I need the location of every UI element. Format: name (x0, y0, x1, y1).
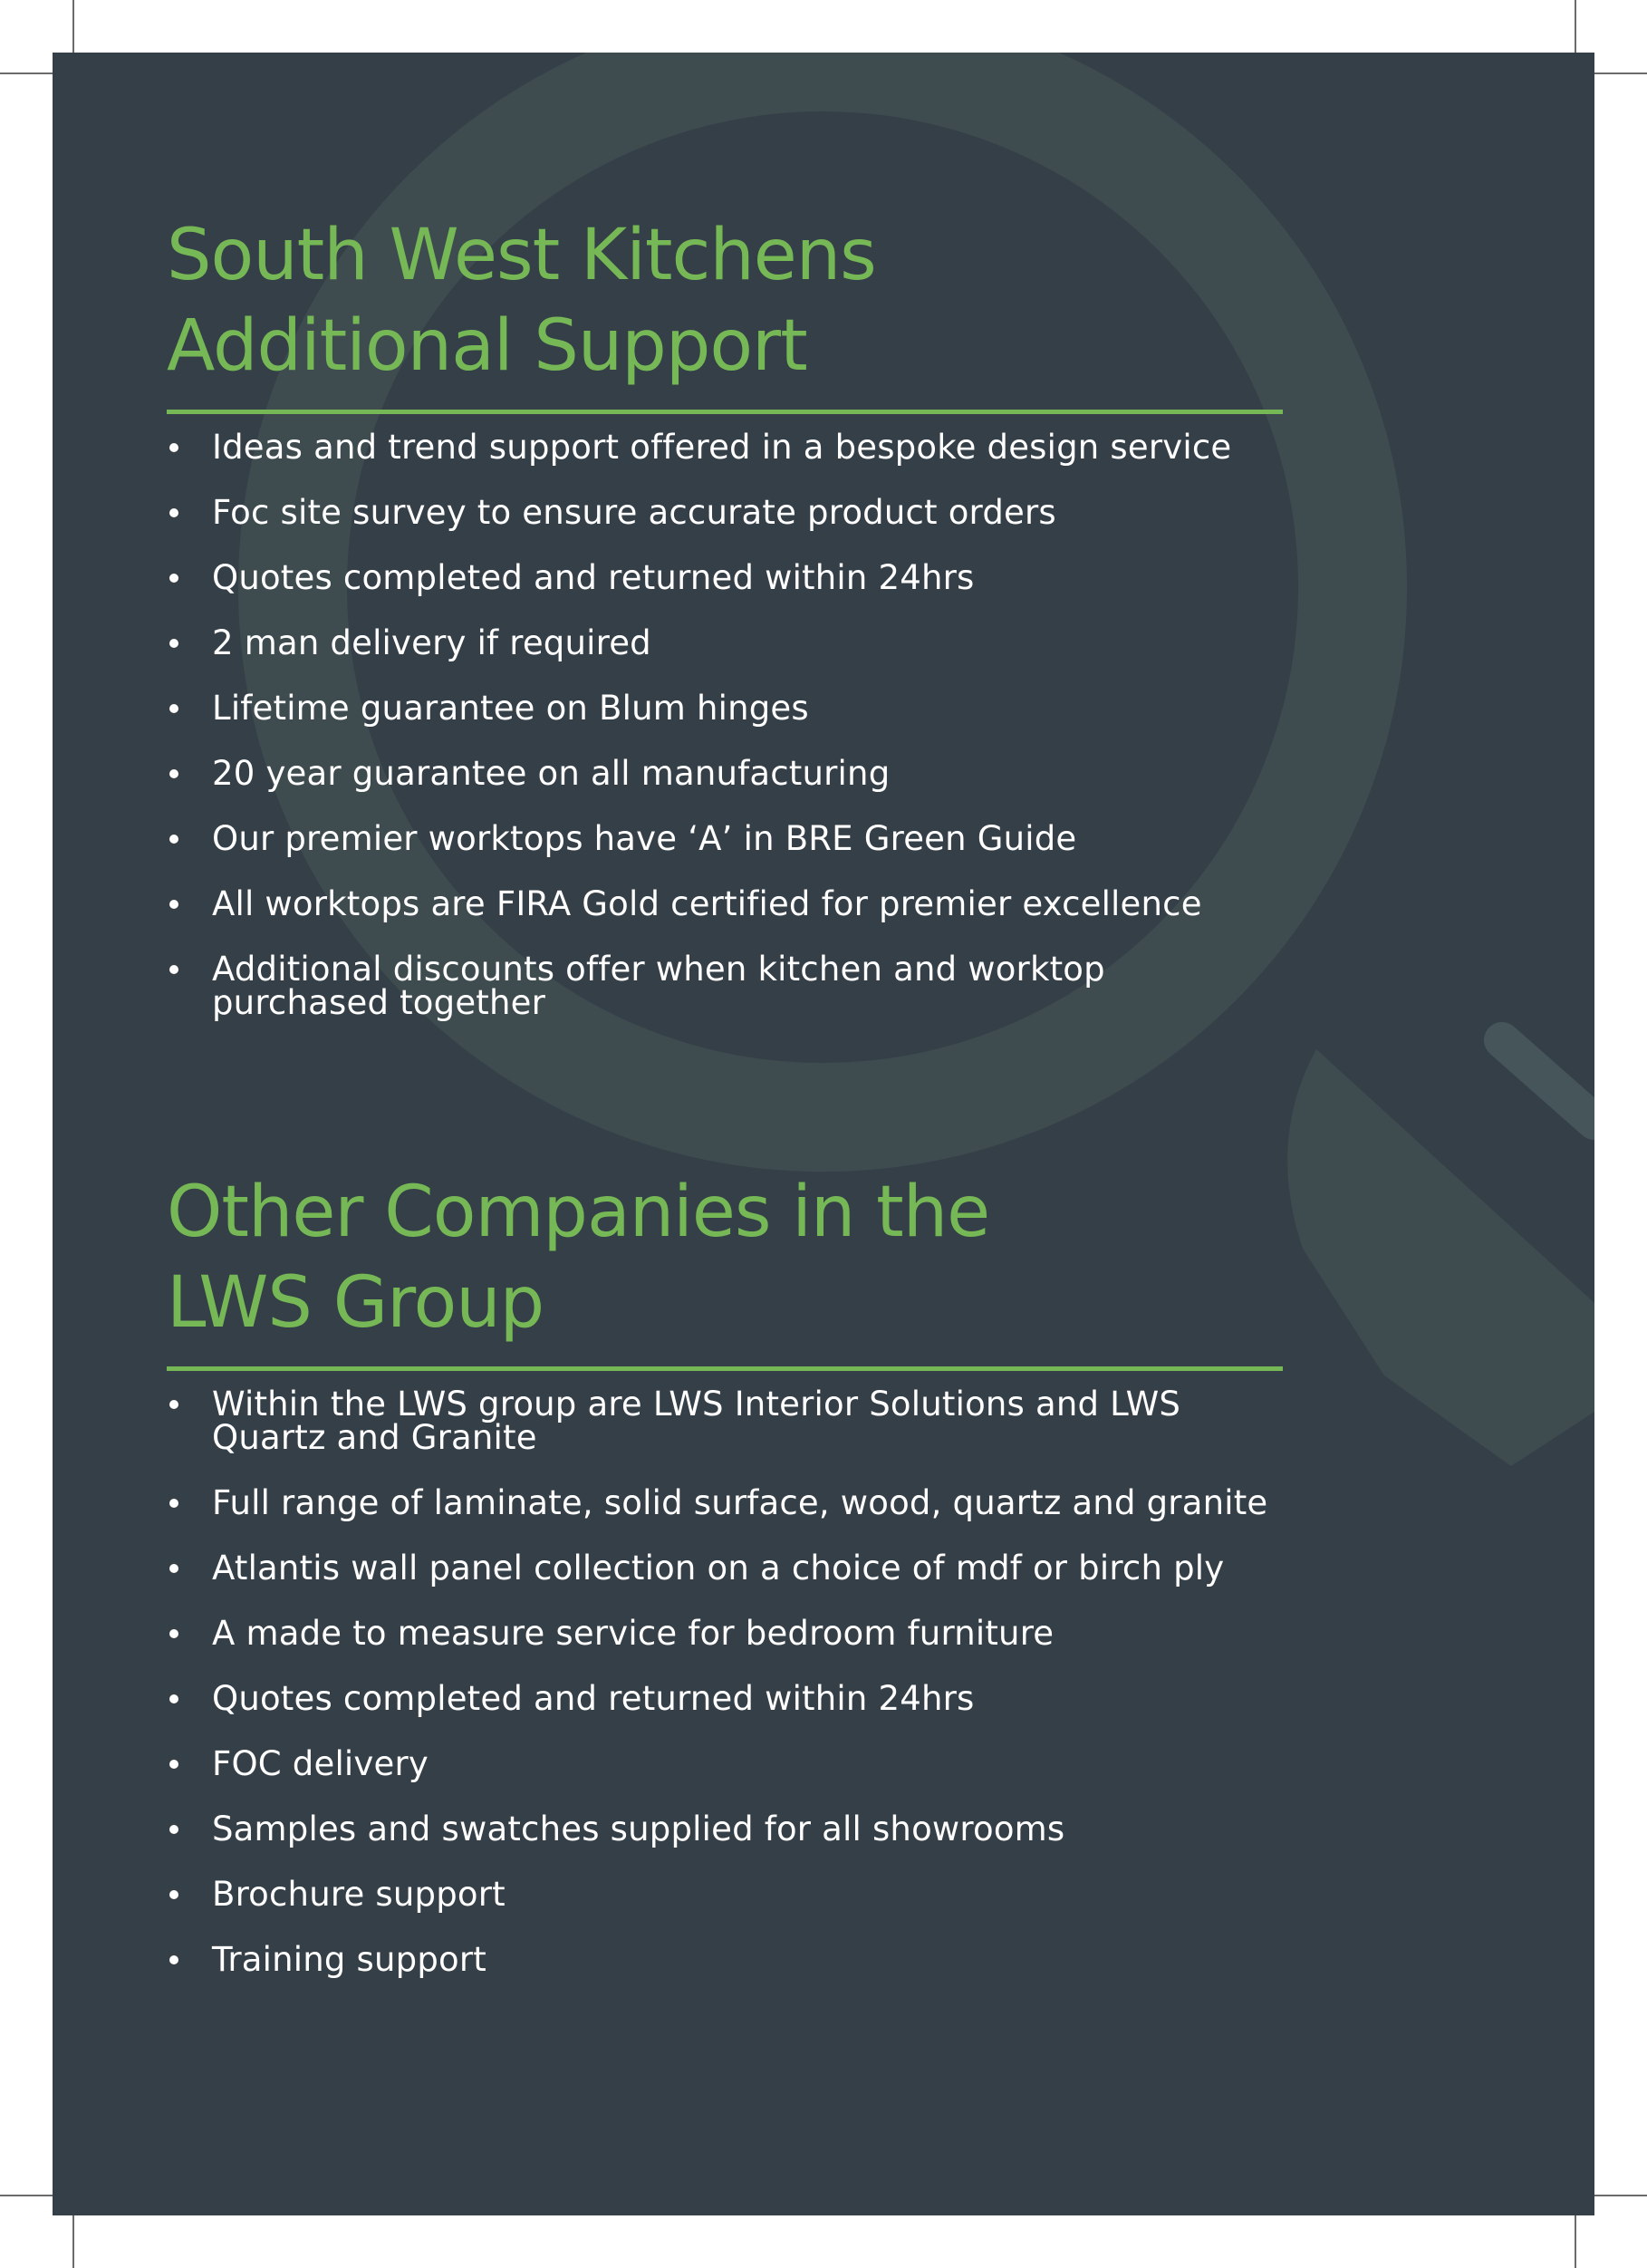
list-item: 2 man delivery if required (167, 626, 1290, 660)
bullet-icon (169, 900, 178, 909)
bullet-icon (169, 704, 178, 713)
list-item: Training support (167, 1943, 1290, 1976)
bullet-icon (169, 1694, 178, 1703)
support-list (167, 428, 1290, 1022)
section-heading (167, 1167, 1290, 1348)
heading-line: LWS Group (167, 1262, 544, 1344)
crop-mark-bottom-right-v (1575, 2206, 1576, 2268)
companies-list (167, 1385, 1290, 1979)
bullet-icon (169, 443, 178, 452)
list-item: Additional discounts offer when kitchen and worktop purchased together (167, 952, 1118, 1019)
bullet-icon (169, 835, 178, 844)
list-item: A made to measure service for bedroom furniture (167, 1617, 1290, 1650)
bullet-icon (169, 1760, 178, 1769)
bullet-icon (169, 508, 178, 517)
crop-mark-bottom-left-v (72, 2206, 74, 2268)
page-panel (53, 53, 1594, 2215)
list-item: FOC delivery (167, 1747, 1290, 1781)
bullet-icon (169, 965, 178, 974)
list-item: Ideas and trend support offered in a bespoke design service (167, 430, 1290, 464)
list-item: All worktops are FIRA Gold certified for premier excellence (167, 887, 1290, 921)
list-item: Our premier worktops have ‘A’ in BRE Green Guide (167, 822, 1290, 855)
bullet-icon (169, 1564, 178, 1573)
list-item: Atlantis wall panel collection on a choice of mdf or birch ply (167, 1551, 1290, 1585)
bullet-icon (169, 1825, 178, 1834)
list-item: 20 year guarantee on all manufacturing (167, 757, 1290, 790)
bullet-icon (169, 1400, 178, 1409)
section-additional-support (167, 210, 1290, 1051)
bullet-icon (169, 1629, 178, 1638)
crop-mark-top-right-h (1587, 72, 1647, 74)
list-item: Brochure support (167, 1877, 1290, 1911)
list-item: Samples and swatches supplied for all showrooms (167, 1812, 1290, 1846)
bullet-icon (169, 1499, 178, 1508)
heading-line: Other Companies in the (167, 1172, 990, 1253)
bullet-icon (169, 639, 178, 648)
heading-divider (167, 1366, 1283, 1371)
bullet-icon (169, 574, 178, 583)
section-lws-group (167, 1167, 1290, 2008)
bullet-icon (169, 769, 178, 778)
heading-line: South West Kitchens (167, 215, 876, 296)
crop-mark-bottom-right-h (1587, 2195, 1647, 2196)
list-item: Quotes completed and returned within 24hrs (167, 1682, 1290, 1715)
list-item: Full range of laminate, solid surface, wood, quartz and granite (167, 1486, 1290, 1520)
section-heading (167, 210, 1290, 391)
heading-divider (167, 410, 1283, 414)
heading-line: Additional Support (167, 305, 807, 387)
list-item: Quotes completed and returned within 24hrs (167, 561, 1290, 594)
list-item: Lifetime guarantee on Blum hinges (167, 691, 1290, 725)
list-item: Within the LWS group are LWS Interior Solutions and LWS Quartz and Granite (167, 1387, 1245, 1454)
bullet-icon (169, 1890, 178, 1899)
bullet-icon (169, 1955, 178, 1964)
list-item: Foc site survey to ensure accurate product orders (167, 496, 1290, 529)
